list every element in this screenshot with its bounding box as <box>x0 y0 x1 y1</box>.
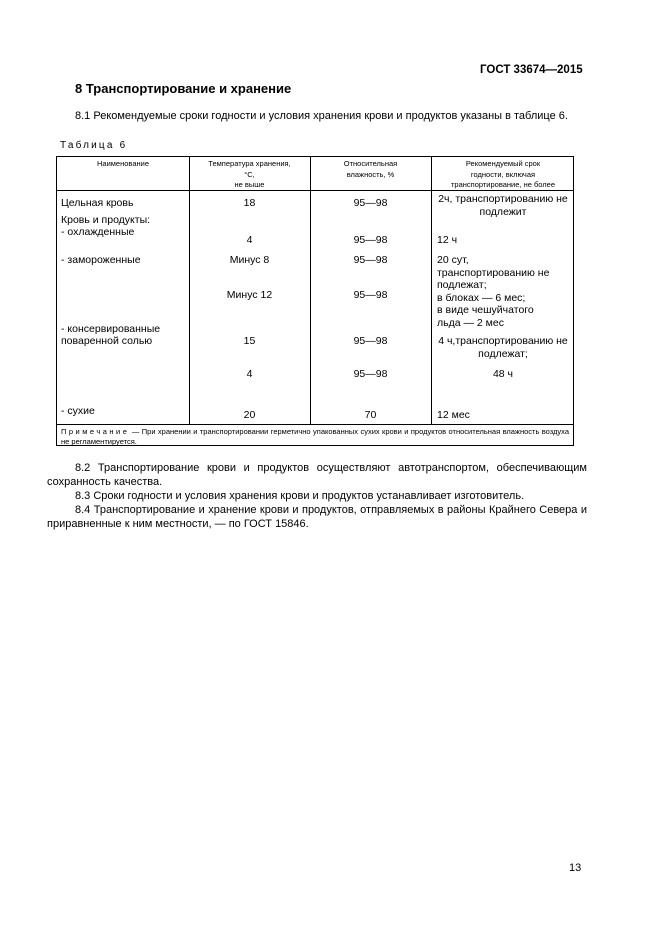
table-caption: Таблица 6 <box>60 140 128 151</box>
term-whole-blood: 2ч, транспортированию не подлежит <box>438 193 568 218</box>
humidity-frozen-2: 95—98 <box>353 289 388 301</box>
humidity-whole-blood: 95—98 <box>353 197 388 209</box>
header-name: Наименование <box>97 159 149 168</box>
note-text: — При хранении и транспортировании герметично упакованных сухих крови и продуктов относительная влажность воздуха не регламентируется. <box>61 427 569 446</box>
table-note <box>61 427 569 447</box>
term-frozen: 20 сут, транспортированию не подлежат; в блоках — 6 мес; в виде чешуйчатого льда — 2 мес <box>437 254 550 329</box>
term-salted-2: 48 ч <box>492 368 514 380</box>
paragraph-8-4: 8.4 Транспортирование и хранение крови и продуктов, отправляемых в районы Крайнего Севера и приравненные к ним местности, — по ГОСТ 15846. <box>47 504 587 530</box>
header-term: Рекомендуемый срок годности, включая транспортирование, не более <box>450 159 556 189</box>
row-dry: - сухие <box>61 405 95 417</box>
temp-frozen-1: Минус 8 <box>229 254 270 266</box>
term-salted-1: 4 ч,транспортированию не подлежат; <box>438 335 568 360</box>
note-label: Примечание <box>61 427 130 436</box>
humidity-frozen-1: 95—98 <box>353 254 388 266</box>
paragraph-8-3: 8.3 Сроки годности и условия хранения крови и продуктов устанавливает изготовитель. <box>75 490 525 502</box>
header-temperature: Температура хранения, °С, не выше <box>208 159 291 189</box>
temp-whole-blood: 18 <box>243 197 256 209</box>
temp-salted-1: 15 <box>243 335 256 347</box>
humidity-chilled: 95—98 <box>353 234 388 246</box>
temp-frozen-2: Минус 12 <box>226 289 273 301</box>
humidity-salted-1: 95—98 <box>353 335 388 347</box>
term-chilled: 12 ч <box>437 234 458 246</box>
page-number: 13 <box>569 862 582 874</box>
row-chilled: - охлажденные <box>61 226 135 238</box>
row-blood-products: Кровь и продукты: <box>61 214 151 226</box>
storage-table <box>56 156 574 446</box>
row-salted-line1: - консервированные <box>61 323 161 335</box>
term-dry: 12 мес <box>437 409 470 421</box>
document-id: ГОСТ 33674—2015 <box>480 64 583 76</box>
paragraph-8-2: 8.2 Транспортирование крови и продуктов осуществляют автотранспортом, обеспечивающим сохранность качества. <box>47 462 587 488</box>
row-salted-line2: поваренной солью <box>61 335 153 347</box>
temp-salted-2: 4 <box>246 368 253 380</box>
temp-chilled: 4 <box>246 234 253 246</box>
header-humidity: Относительная влажность, % <box>343 159 398 179</box>
temp-dry: 20 <box>243 409 256 421</box>
row-whole-blood: Цельная кровь <box>61 197 134 209</box>
humidity-dry: 70 <box>364 409 377 421</box>
section-title: 8 Транспортирование и хранение <box>75 81 292 96</box>
humidity-salted-2: 95—98 <box>353 368 388 380</box>
paragraph-8-1: 8.1 Рекомендуемые сроки годности и условия хранения крови и продуктов указаны в таблице 6. <box>75 110 568 122</box>
row-frozen: - замороженные <box>61 254 141 266</box>
table-note-divider <box>57 424 573 425</box>
